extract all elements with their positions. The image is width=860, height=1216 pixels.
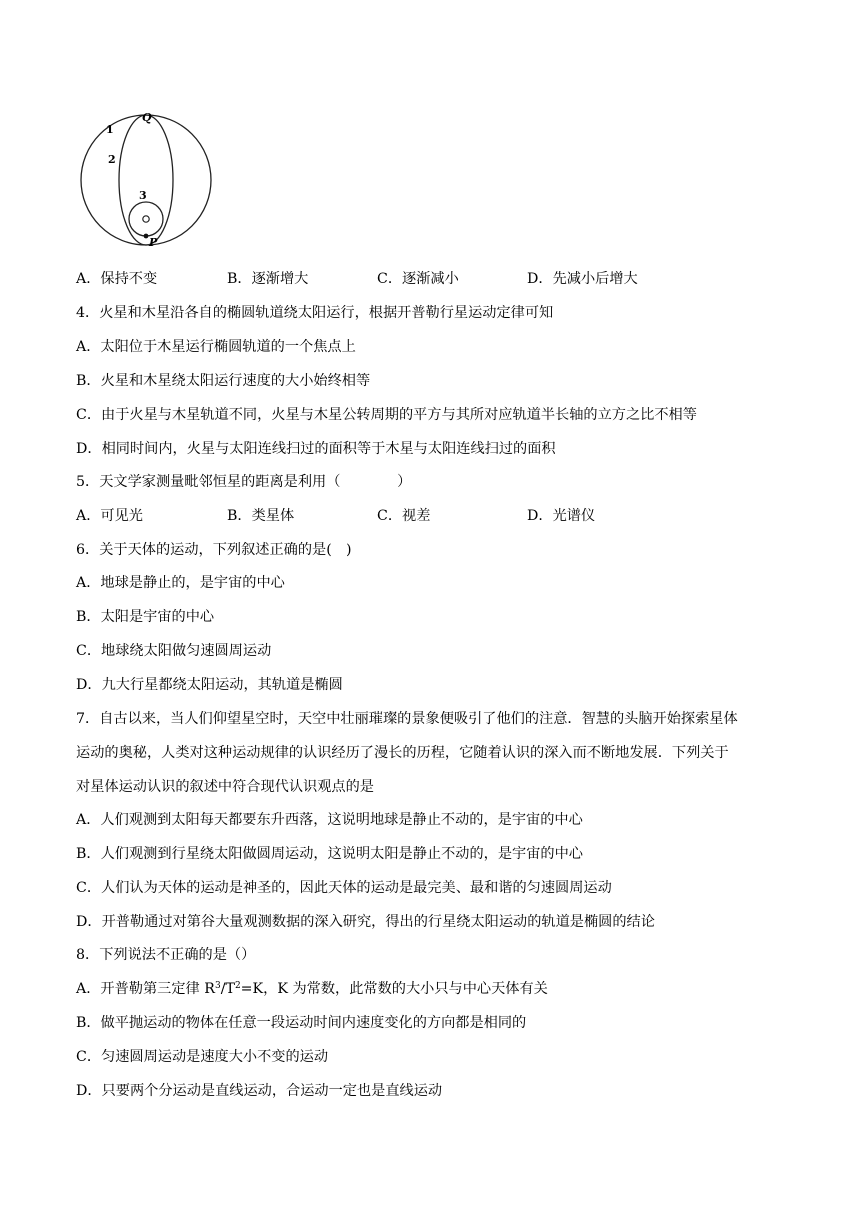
q8-option-b: B．做平抛运动的物体在任意一段运动时间内速度变化的方向都是相同的 (76, 1015, 527, 1031)
q5-option-c: C．视差 (377, 508, 431, 524)
q8-option-a-sup2: 2 (234, 981, 241, 991)
q5-option-a: A．可见光 (76, 508, 143, 524)
q8-option-a-mid: /T (220, 981, 235, 997)
q6-stem: 6．关于天体的运动，下列叙述正确的是( ) (76, 542, 352, 558)
q8-option-a (76, 979, 548, 999)
q6-option-d: D．九大行星都绕太阳运动，其轨道是椭圆 (76, 677, 343, 693)
q8-option-a-sup1: 3 (214, 981, 221, 991)
q8-stem: 8．下列说法不正确的是（） (76, 947, 256, 963)
q5-option-d: D．光谱仪 (527, 508, 596, 524)
orbit-1-label: 1 (106, 123, 114, 136)
q4-stem: 4．火星和木星沿各自的椭圆轨道绕太阳运行，根据开普勒行星运动定律可知 (76, 305, 554, 321)
q7-option-b: B．人们观测到行星绕太阳做圆周运动，这说明太阳是静止不动的，是宇宙的中心 (76, 846, 583, 862)
q7-stem-line-1: 7．自古以来，当人们仰望星空时，天空中壮丽璀璨的景象便吸引了他们的注意．智慧的头脑开始探索星体 (76, 711, 738, 727)
point-p-label: P (149, 236, 158, 249)
q7-option-c: C．人们认为天体的运动是神圣的，因此天体的运动是最完美、最和谐的匀速圆周运动 (76, 880, 612, 896)
q3-option-a: A．保持不变 (76, 271, 158, 287)
orbit-2-ellipse (119, 115, 173, 245)
orbit-diagram (76, 108, 216, 250)
q3-option-b: B．逐渐增大 (227, 271, 309, 287)
q8-option-c: C．匀速圆周运动是速度大小不变的运动 (76, 1049, 329, 1065)
q8-option-a-pre: A．开普勒第三定律 R (76, 981, 215, 997)
orbit-1-circle (81, 115, 211, 245)
q7-stem-line-3: 对星体运动认识的叙述中符合现代认识观点的是 (76, 779, 374, 795)
orbit-2-label: 2 (108, 153, 116, 166)
q6-option-a: A．地球是静止的，是宇宙的中心 (76, 575, 285, 591)
q5-option-b: B．类星体 (227, 508, 295, 524)
q3-option-c: C．逐渐减小 (377, 271, 459, 287)
q8-option-a-post: =K，K 为常数，此常数的大小只与中心天体有关 (240, 981, 548, 997)
q8-option-d: D．只要两个分运动是直线运动，合运动一定也是直线运动 (76, 1083, 443, 1099)
q7-option-d: D．开普勒通过对第谷大量观测数据的深入研究，得出的行星绕太阳运动的轨道是椭圆的结论 (76, 914, 655, 930)
central-body (143, 216, 149, 222)
q6-option-b: B．太阳是宇宙的中心 (76, 609, 215, 625)
q7-stem-line-2: 运动的奥秘，人类对这种运动规律的认识经历了漫长的历程，它随着认识的深入而不断地发展．下列关于 (76, 745, 729, 761)
orbit-3-label: 3 (139, 189, 147, 202)
point-q-label: Q (142, 111, 152, 124)
q4-option-c: C．由于火星与木星轨道不同，火星与木星公转周期的平方与其所对应轨道半长轴的立方之比不相等 (76, 407, 697, 423)
q6-option-c: C．地球绕太阳做匀速圆周运动 (76, 643, 272, 659)
q7-option-a: A．人们观测到太阳每天都要东升西落，这说明地球是静止不动的，是宇宙的中心 (76, 812, 583, 828)
orbit-3-circle (129, 202, 163, 236)
point-p-dot (144, 234, 149, 239)
q3-option-d: D．先减小后增大 (527, 271, 638, 287)
q5-stem: 5．天文学家测量毗邻恒星的距离是利用（ ） (76, 474, 412, 490)
q4-option-d: D．相同时间内，火星与太阳连线扫过的面积等于木星与太阳连线扫过的面积 (76, 441, 556, 457)
q4-option-b: B．火星和木星绕太阳运行速度的大小始终相等 (76, 373, 371, 389)
q4-option-a: A．太阳位于木星运行椭圆轨道的一个焦点上 (76, 339, 356, 355)
